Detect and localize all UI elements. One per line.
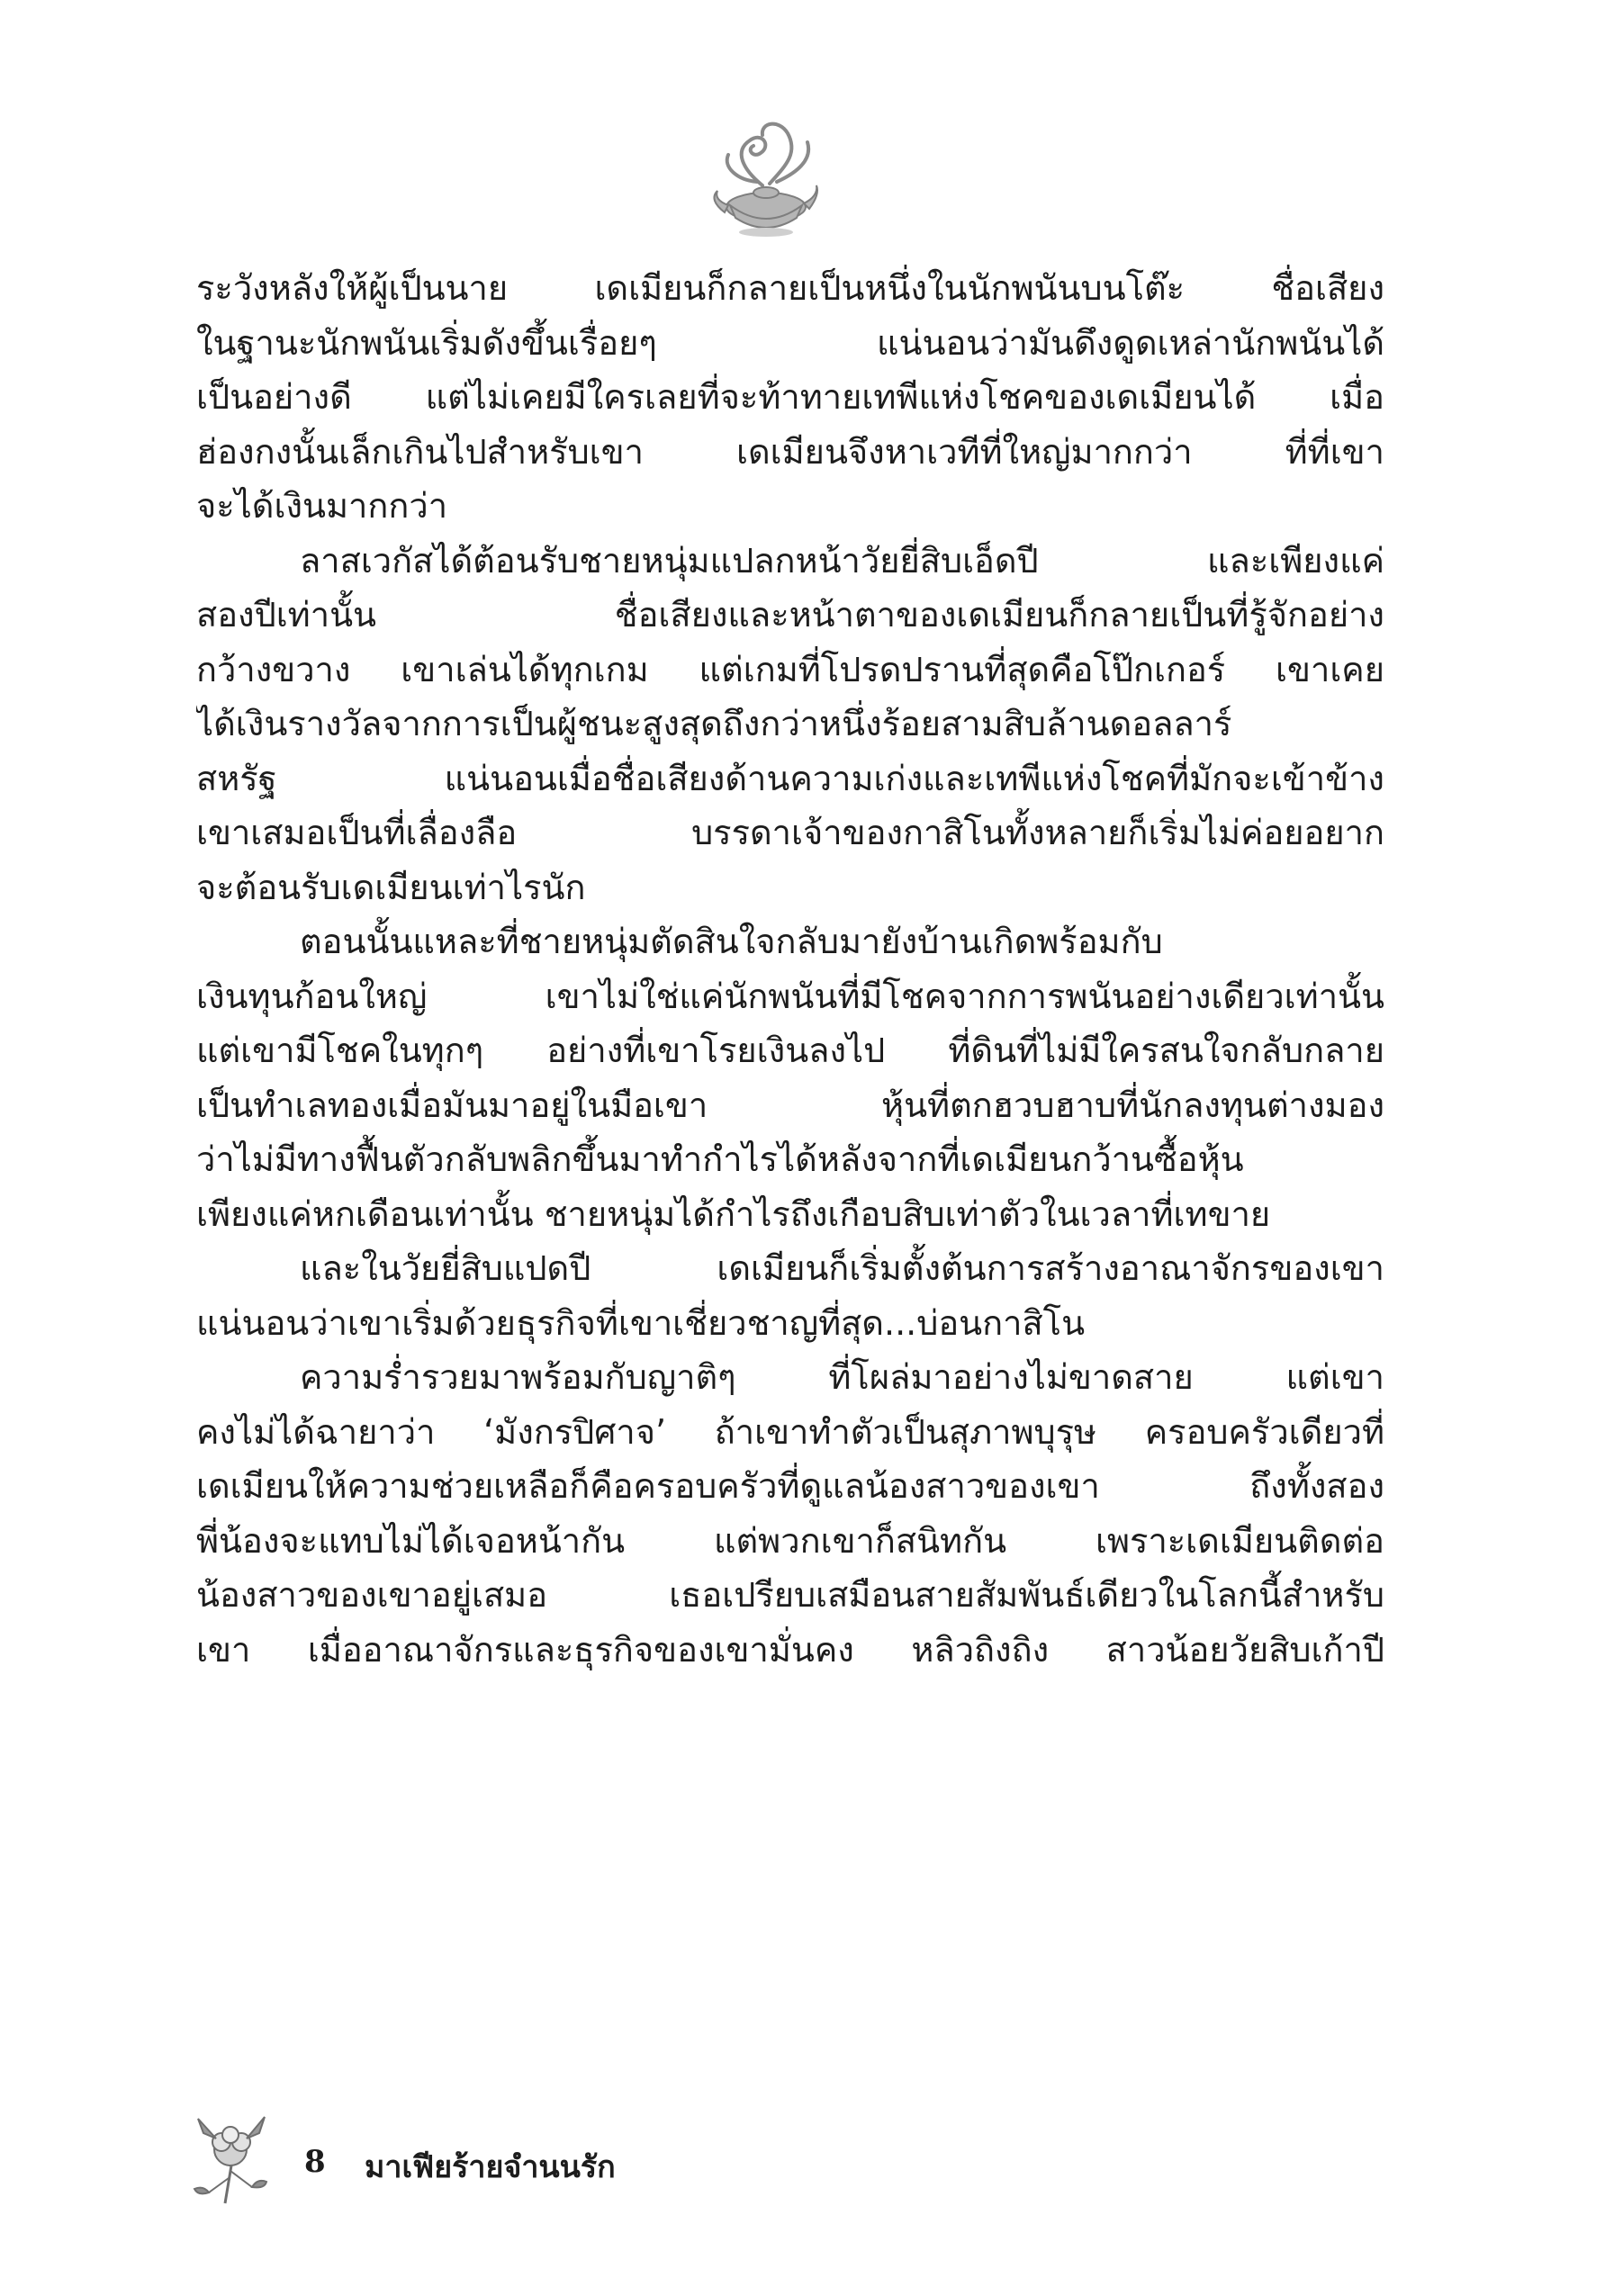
- paragraph-line: สหรัฐ แน่นอนเมื่อชื่อเสียงด้านความเก่งและเทพีแห่งโชคที่มักจะเข้าข้าง: [196, 758, 1384, 798]
- paragraph-line: ลาสเวกัสได้ต้อนรับชายหนุ่มแปลกหน้าวัยยี่สิบเอ็ดปี และเพียงแค่: [300, 540, 1384, 581]
- paragraph-line: จะได้เงินมากกว่า: [196, 486, 448, 526]
- paragraph-line: สองปีเท่านั้น ชื่อเสียงและหน้าตาของเดเมียนก็กลายเป็นที่รู้จักอย่าง: [196, 595, 1384, 635]
- paragraph-line: แต่เขามีโชคในทุกๆ อย่างที่เขาโรยเงินลงไป ที่ดินที่ไม่มีใครสนใจกลับกลาย: [196, 1031, 1384, 1070]
- paragraph-line: เขาเสมอเป็นที่เลื่องลือ บรรดาเจ้าของกาสิโนทั้งหลายก็เริ่มไม่ค่อยอยาก: [196, 813, 1384, 852]
- paragraph-line: คงไม่ได้ฉายาว่า ‘มังกรปิศาจ’ ถ้าเขาทำตัวเป็นสุภาพบุรุษ ครอบครัวเดียวที่: [196, 1411, 1384, 1452]
- paragraph-line: ระวังหลังให้ผู้เป็นนาย เดเมียนก็กลายเป็นหนึ่งในนักพนันบนโต๊ะ ชื่อเสียง: [196, 268, 1384, 308]
- paragraph-line: ในฐานะนักพนันเริ่มดังขึ้นเรื่อยๆ แน่นอนว่ามันดึงดูดเหล่านักพนันได้: [196, 322, 1384, 363]
- paragraph-line: น้องสาวของเขาอยู่เสมอ เธอเปรียบเสมือนสายสัมพันธ์เดียวในโลกนี้สำหรับ: [196, 1575, 1384, 1615]
- paragraph-line: ได้เงินรางวัลจากการเป็นผู้ชนะสูงสุดถึงกว่าหนึ่งร้อยสามสิบล้านดอลลาร์: [196, 704, 1232, 743]
- page-footer: [189, 2106, 819, 2205]
- paragraph-line: เป็นทำเลทองเมื่อมันมาอยู่ในมือเขา หุ้นที่ตกฮวบฮาบที่นักลงทุนต่างมอง: [196, 1085, 1384, 1125]
- paragraph-line: เดเมียนให้ความช่วยเหลือก็คือครอบครัวที่ดูแลน้องสาวของเขา ถึงทั้งสอง: [196, 1466, 1384, 1506]
- lamp-ornament-icon: [707, 106, 824, 241]
- paragraph-line: พี่น้องจะแทบไม่ได้เจอหน้ากัน แต่พวกเขาก็สนิทกัน เพราะเดเมียนติดต่อ: [196, 1520, 1384, 1561]
- paragraph-line: กว้างขวาง เขาเล่นได้ทุกเกม แต่เกมที่โปรดปรานที่สุดคือโป๊กเกอร์ เขาเคย: [196, 649, 1384, 689]
- paragraph-line: เงินทุนก้อนใหญ่ เขาไม่ใช่แค่นักพนันที่มีโชคจากการพนันอย่างเดียวเท่านั้น: [196, 976, 1384, 1016]
- paragraph-line: ว่าไม่มีทางฟื้นตัวกลับพลิกขึ้นมาทำกำไรได้หลังจากที่เดเมียนกว้านซื้อหุ้น: [196, 1139, 1244, 1179]
- paragraph-line: แน่นอนว่าเขาเริ่มด้วยธุรกิจที่เขาเชี่ยวชาญที่สุด...บ่อนกาสิโน: [196, 1302, 1086, 1343]
- paragraph-line: ความร่ำรวยมาพร้อมกับญาติๆ ที่โผล่มาอย่างไม่ขาดสาย แต่เขา: [300, 1357, 1384, 1397]
- paragraph-line: และในวัยยี่สิบแปดปี เดเมียนก็เริ่มตั้งต้นการสร้างอาณาจักรของเขา: [300, 1248, 1384, 1288]
- paragraph-line: เป็นอย่างดี แต่ไม่เคยมีใครเลยที่จะท้าทายเทพีแห่งโชคของเดเมียนได้ เมื่อ: [196, 377, 1384, 417]
- page-number: 8: [304, 2144, 326, 2180]
- paragraph-line: เพียงแค่หกเดือนเท่านั้น ชายหนุ่มได้กำไรถึงเกือบสิบเท่าตัวในเวลาที่เทขาย: [196, 1193, 1271, 1234]
- paragraph-line: จะต้อนรับเดเมียนเท่าไรนัก: [196, 867, 586, 907]
- paragraph-line: ตอนนั้นแหละที่ชายหนุ่มตัดสินใจกลับมายังบ้านเกิดพร้อมกับ: [300, 922, 1163, 961]
- book-title: มาเฟียร้ายจำนนรัก: [365, 2149, 616, 2185]
- paragraph-line: เขา เมื่ออาณาจักรและธุรกิจของเขามั่นคง หลิวถิงถิง สาวน้อยวัยสิบเก้าปี: [196, 1629, 1384, 1670]
- body-text: [196, 261, 1384, 1677]
- paragraph-line: ฮ่องกงนั้นเล็กเกินไปสำหรับเขา เดเมียนจึงหาเวทีที่ใหญ่มากกว่า ที่ที่เขา: [196, 431, 1384, 472]
- flower-sprig-icon: [189, 2106, 275, 2205]
